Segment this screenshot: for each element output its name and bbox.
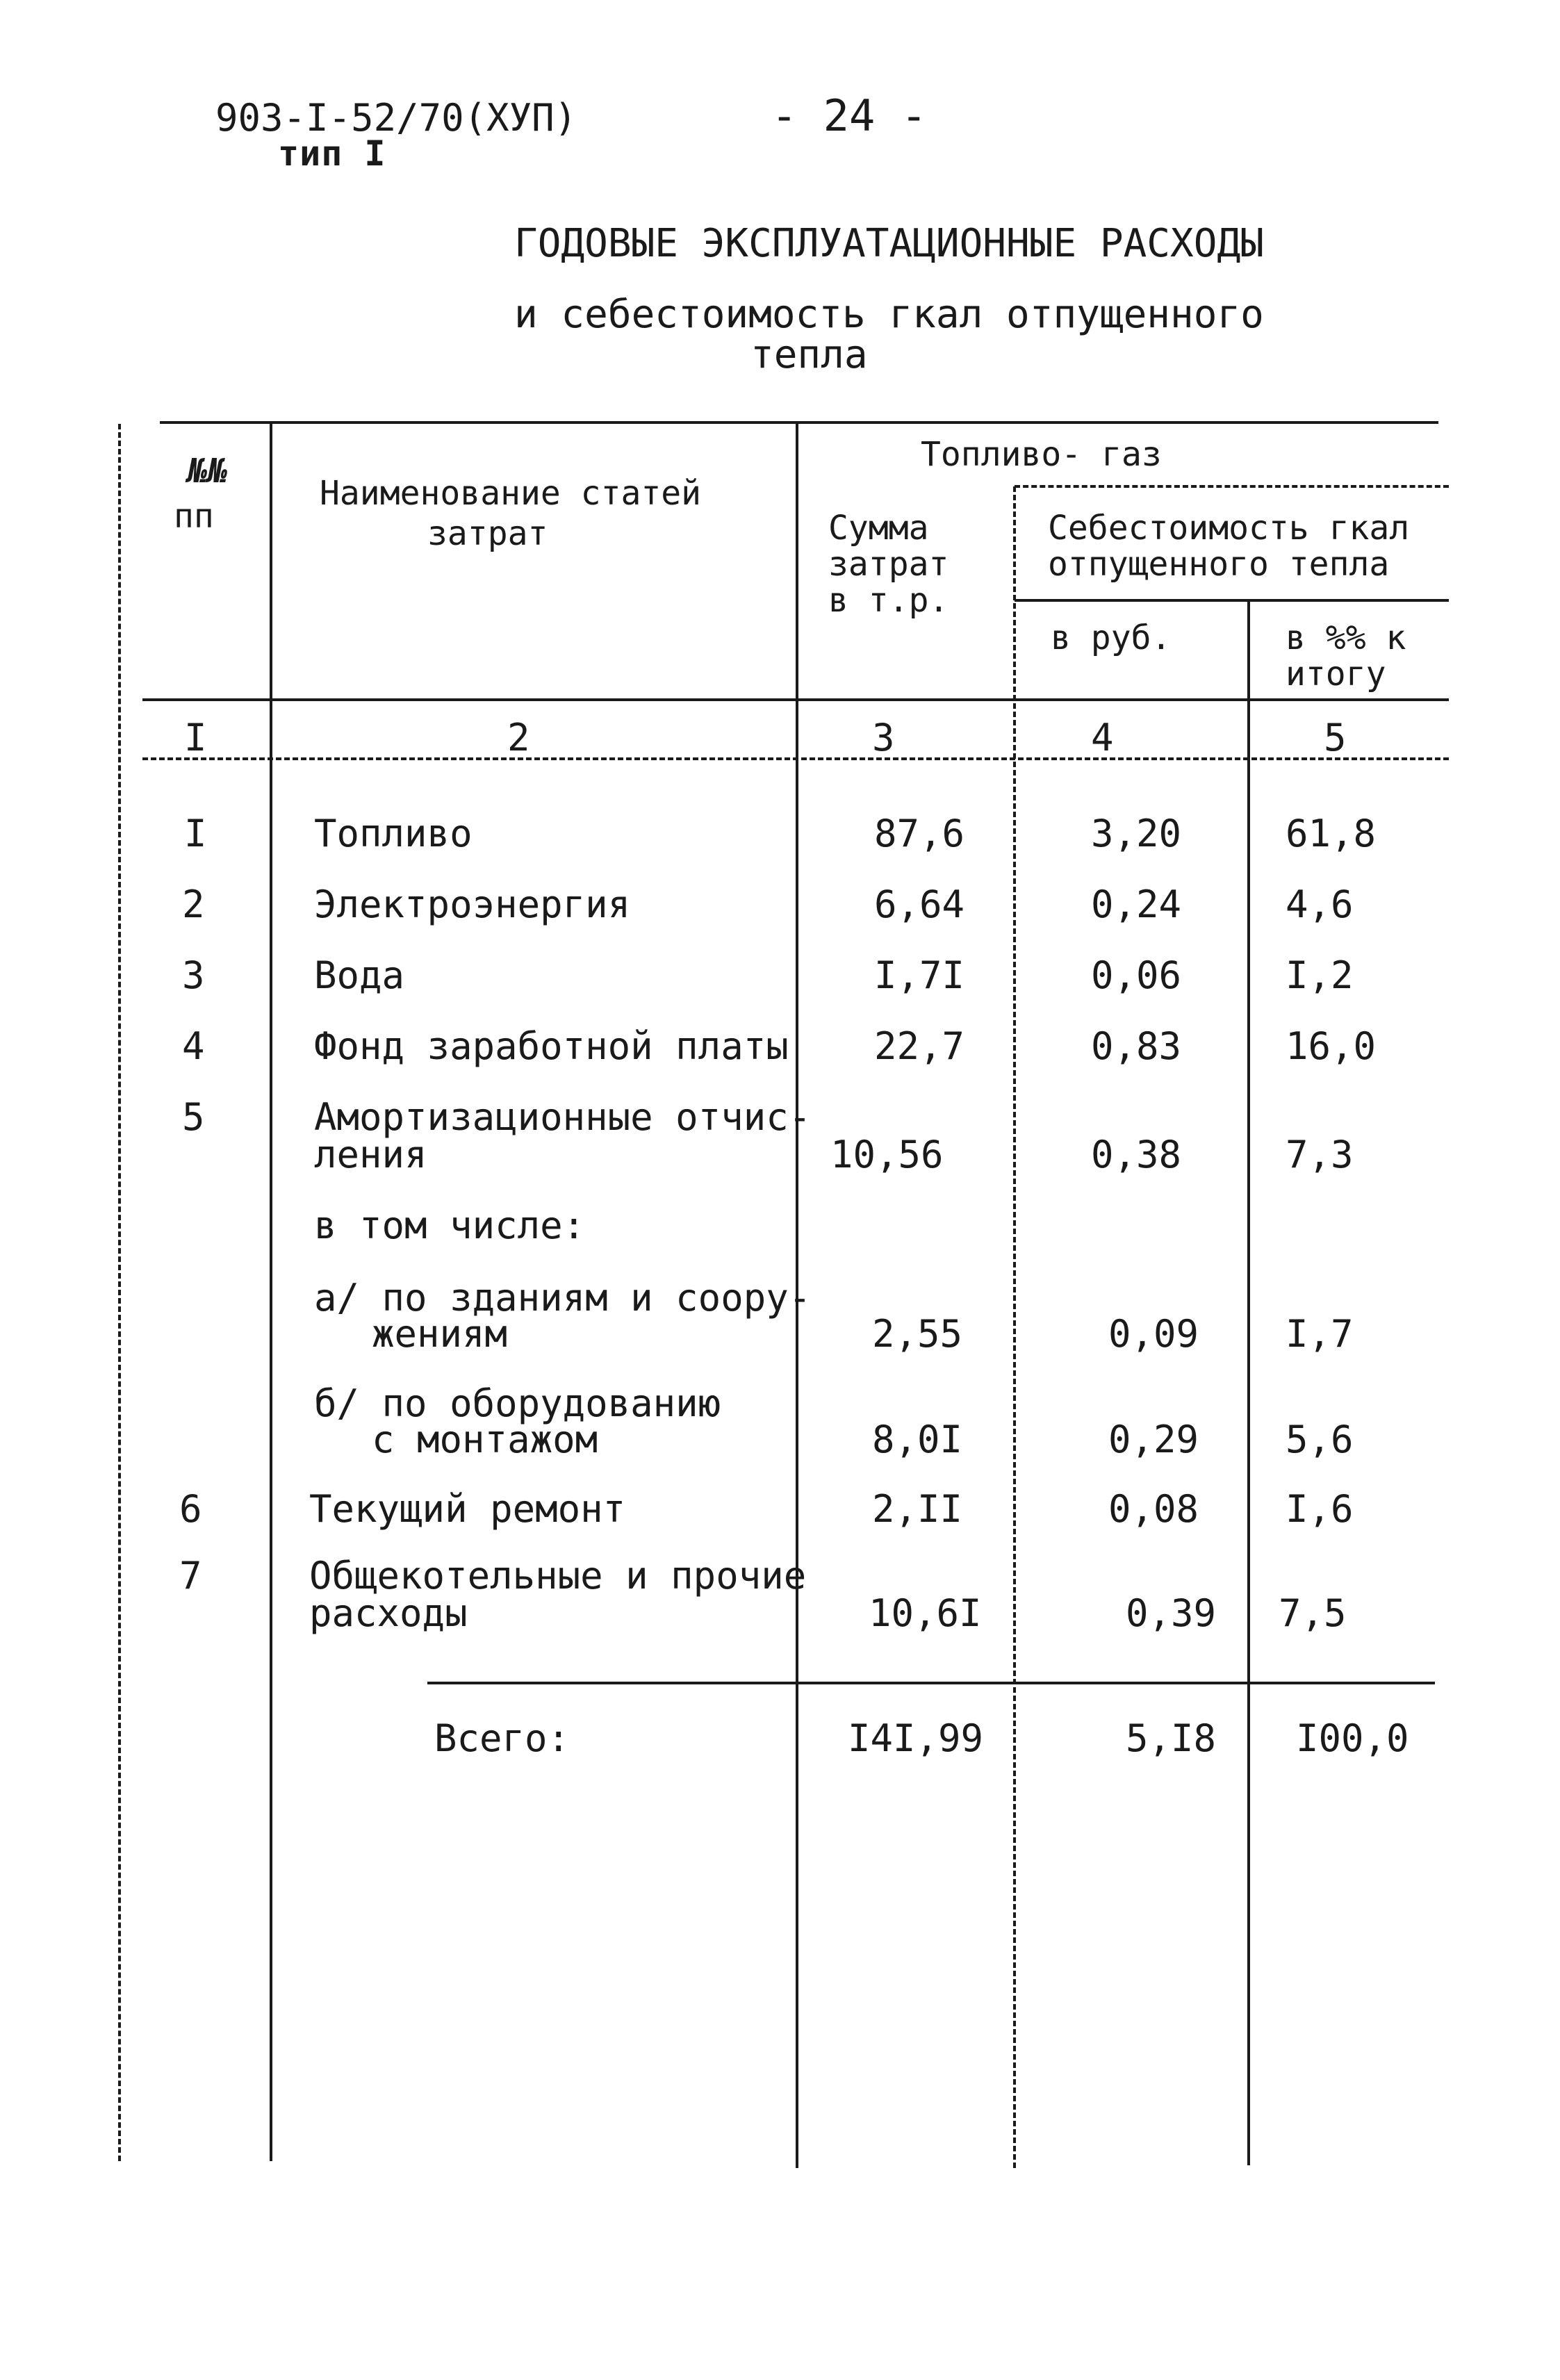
header-name-1: Наименование статей: [320, 474, 702, 513]
page-subtitle-2: тепла: [750, 332, 868, 377]
row-pct: 5,6: [1286, 1418, 1354, 1461]
row-name: Электроэнергия: [314, 883, 631, 926]
row-name: б/ по оборудованию: [314, 1381, 721, 1425]
header-name-2: затрат: [427, 514, 548, 553]
header-sum-2: затрат: [828, 545, 949, 584]
row-number: 4: [182, 1024, 205, 1068]
row-sum: 10,56: [830, 1133, 944, 1176]
document-type: тип I: [278, 133, 386, 174]
row-rub: 0,29: [1108, 1418, 1199, 1461]
row-name: Амортизационные отчис-: [314, 1095, 812, 1139]
header-rub: в руб.: [1051, 618, 1172, 657]
row-name: а/ по зданиям и соору-: [314, 1276, 812, 1320]
row-pct: 16,0: [1286, 1024, 1377, 1068]
header-sum-3: в т.р.: [828, 581, 949, 620]
row-rub: 0,08: [1108, 1487, 1199, 1531]
header-group: Топливо- газ: [921, 435, 1162, 474]
row-name: Вода: [314, 953, 405, 997]
row-number: I: [184, 812, 207, 855]
row-rub: 0,09: [1108, 1312, 1199, 1356]
row-name-continued: расходы: [309, 1591, 468, 1635]
row-sum: 8,0I: [872, 1418, 963, 1461]
total-label: Всего:: [434, 1716, 570, 1760]
row-name-continued: жениям: [372, 1312, 508, 1356]
document-code: 903-I-52/70(ХУП): [215, 96, 577, 140]
row-sum: 6,64: [874, 883, 965, 926]
row-name: Общекотельные и прочие: [309, 1554, 807, 1598]
page-number: - 24 -: [771, 90, 927, 141]
column-number-1: I: [184, 716, 207, 760]
row-pct: I,7: [1286, 1312, 1354, 1356]
total-sum: I4I,99: [848, 1716, 984, 1760]
header-cost-2: отпущенного тепла: [1048, 545, 1390, 584]
header-number-2: пп: [174, 497, 214, 536]
row-number: 7: [179, 1554, 202, 1598]
header-cost-1: Себестоимость гкал: [1048, 509, 1410, 548]
total-rub: 5,I8: [1126, 1716, 1217, 1760]
row-number: 6: [179, 1487, 202, 1531]
row-number: 3: [182, 953, 205, 997]
row-rub: 0,24: [1091, 883, 1182, 926]
column-number-2: 2: [507, 716, 530, 760]
row-pct: 7,3: [1286, 1133, 1354, 1176]
row-name-continued: ления: [314, 1133, 427, 1176]
page-subtitle-1: и себестоимость гкал отпущенного: [514, 292, 1264, 337]
row-sum: I,7I: [874, 953, 965, 997]
row-rub: 3,20: [1091, 812, 1182, 855]
row-number: 2: [182, 883, 205, 926]
column-number-5: 5: [1324, 716, 1347, 760]
row-rub: 0,39: [1126, 1591, 1217, 1635]
row-sum: 10,6I: [869, 1591, 982, 1635]
row-pct: I,2: [1286, 953, 1354, 997]
row-pct: 4,6: [1286, 883, 1354, 926]
row-name: в том числе:: [314, 1204, 586, 1247]
row-rub: 0,06: [1091, 953, 1182, 997]
row-pct: 61,8: [1286, 812, 1377, 855]
row-rub: 0,83: [1091, 1024, 1182, 1068]
row-pct: I,6: [1286, 1487, 1354, 1531]
row-sum: 87,6: [874, 812, 965, 855]
row-number: 5: [182, 1095, 205, 1139]
row-name: Фонд заработной платы: [314, 1024, 789, 1068]
header-number-1: №№: [188, 452, 228, 491]
header-pct-2: итогу: [1286, 655, 1386, 694]
row-name: Топливо: [314, 812, 473, 855]
row-name: Текущий ремонт: [309, 1487, 626, 1531]
row-sum: 2,55: [872, 1312, 963, 1356]
header-sum-1: Сумма: [828, 509, 929, 548]
column-number-3: 3: [872, 716, 895, 760]
header-pct-1: в %% к: [1286, 618, 1406, 657]
total-pct: I00,0: [1296, 1716, 1409, 1760]
column-number-4: 4: [1091, 716, 1114, 760]
page-title: ГОДОВЫЕ ЭКСПЛУАТАЦИОННЫЕ РАСХОДЫ: [514, 221, 1264, 266]
row-pct: 7,5: [1279, 1591, 1347, 1635]
row-name-continued: с монтажом: [372, 1418, 598, 1461]
row-rub: 0,38: [1091, 1133, 1182, 1176]
row-sum: 2,II: [872, 1487, 963, 1531]
row-sum: 22,7: [874, 1024, 965, 1068]
